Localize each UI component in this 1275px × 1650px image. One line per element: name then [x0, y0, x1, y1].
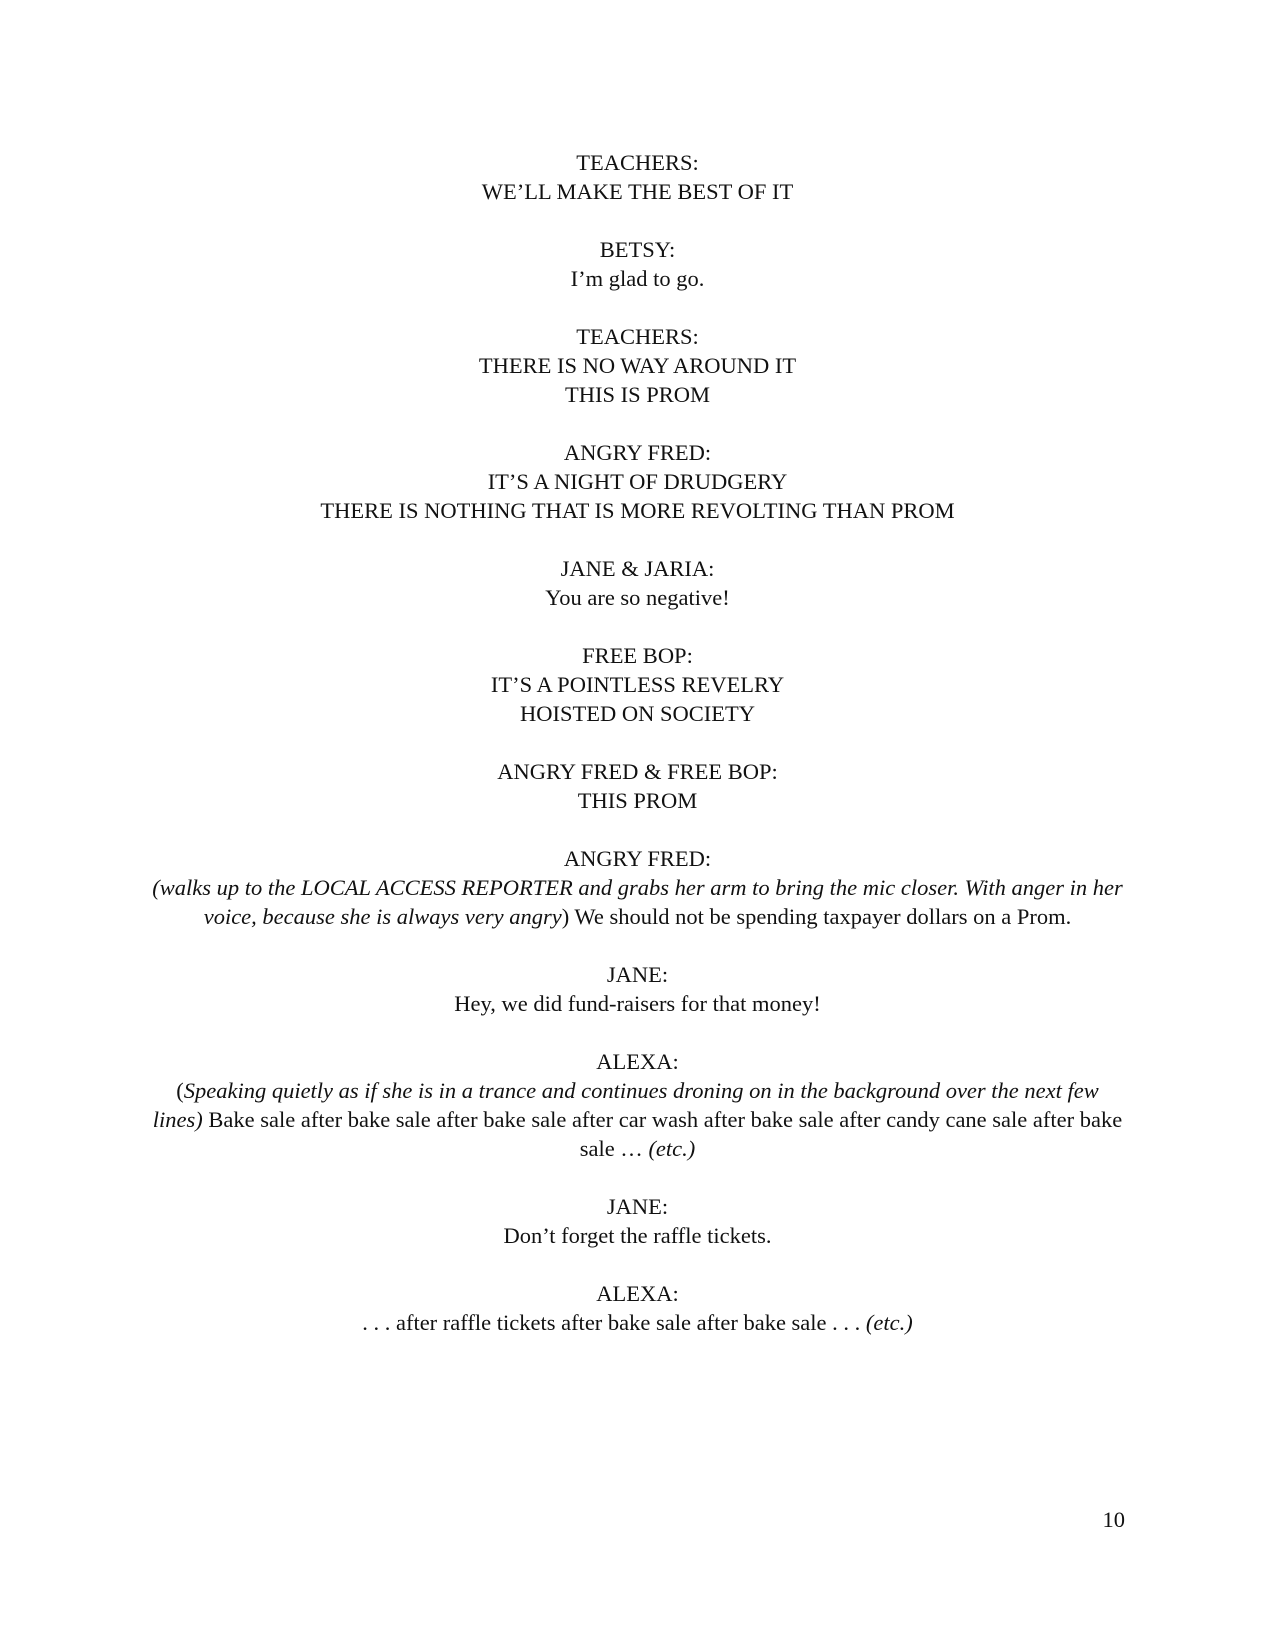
stage-direction-end: (etc.): [865, 1310, 913, 1335]
script-block-alexa-1: [150, 1047, 1125, 1163]
speaker-name: TEACHERS:: [576, 324, 699, 349]
dialogue-line: You are so negative!: [545, 585, 730, 610]
script-block-jane-jaria: [150, 554, 1125, 612]
open-paren: (: [176, 1078, 184, 1103]
dialogue-text: . . . after raffle tickets after bake sale after bake sale . . .: [362, 1310, 866, 1335]
page-number: 10: [1102, 1507, 1125, 1532]
script-block-teachers-1: [150, 148, 1125, 206]
speaker-name: BETSY:: [599, 237, 676, 262]
dialogue-line: Hey, we did fund-raisers for that money!: [454, 991, 821, 1016]
script-body: [150, 148, 1125, 1366]
speaker-name: TEACHERS:: [576, 150, 699, 175]
lyric-line: THERE IS NOTHING THAT IS MORE REVOLTING THAN PROM: [320, 498, 955, 523]
script-block-free-bop: [150, 641, 1125, 728]
speaker-name: ANGRY FRED:: [563, 846, 712, 871]
lyric-line: HOISTED ON SOCIETY: [520, 701, 755, 726]
lyric-line: IT’S A NIGHT OF DRUDGERY: [487, 469, 788, 494]
script-block-angry-fred-free-bop: [150, 757, 1125, 815]
lyric-line: THIS PROM: [577, 788, 698, 813]
script-block-angry-fred-2: [150, 844, 1125, 931]
speaker-name: JANE:: [606, 1194, 669, 1219]
speaker-name: ALEXA:: [596, 1049, 679, 1074]
script-block-jane-2: [150, 1192, 1125, 1250]
dialogue-paragraph: [150, 873, 1125, 931]
script-block-betsy: [150, 235, 1125, 293]
script-block-jane-1: [150, 960, 1125, 1018]
speaker-name: JANE:: [606, 962, 669, 987]
stage-direction-end: (etc.): [648, 1136, 696, 1161]
stage-direction: (walks up to the LOCAL ACCESS REPORTER and grabs her arm to bring the mic closer. With anger in her voice, because she is always very angry: [152, 875, 1123, 929]
script-block-teachers-2: [150, 322, 1125, 409]
script-block-angry-fred-1: [150, 438, 1125, 525]
lyric-line: THERE IS NO WAY AROUND IT: [478, 353, 797, 378]
dialogue-line: I’m glad to go.: [570, 266, 705, 291]
speaker-name: ANGRY FRED:: [563, 440, 712, 465]
lyric-line: IT’S A POINTLESS REVELRY: [490, 672, 785, 697]
speaker-name: FREE BOP:: [582, 643, 693, 668]
dialogue-text: Bake sale after bake sale after bake sale after car wash after bake sale after candy cane sale after bake sale …: [202, 1107, 1123, 1161]
lyric-line: THIS IS PROM: [564, 382, 711, 407]
stage-direction: Speaking quietly as if she is in a trance and continues droning on in the background over the next few lines): [152, 1078, 1099, 1132]
dialogue-paragraph: [150, 1308, 1125, 1337]
dialogue-text: ) We should not be spending taxpayer dollars on a Prom.: [561, 904, 1072, 929]
speaker-name: ANGRY FRED & FREE BOP:: [497, 759, 778, 784]
script-block-alexa-2: [150, 1279, 1125, 1337]
lyric-line: WE’LL MAKE THE BEST OF IT: [481, 179, 794, 204]
dialogue-paragraph: [150, 1076, 1125, 1163]
dialogue-line: Don’t forget the raffle tickets.: [503, 1223, 772, 1248]
speaker-name: ALEXA:: [596, 1281, 679, 1306]
speaker-name: JANE & JARIA:: [560, 556, 715, 581]
